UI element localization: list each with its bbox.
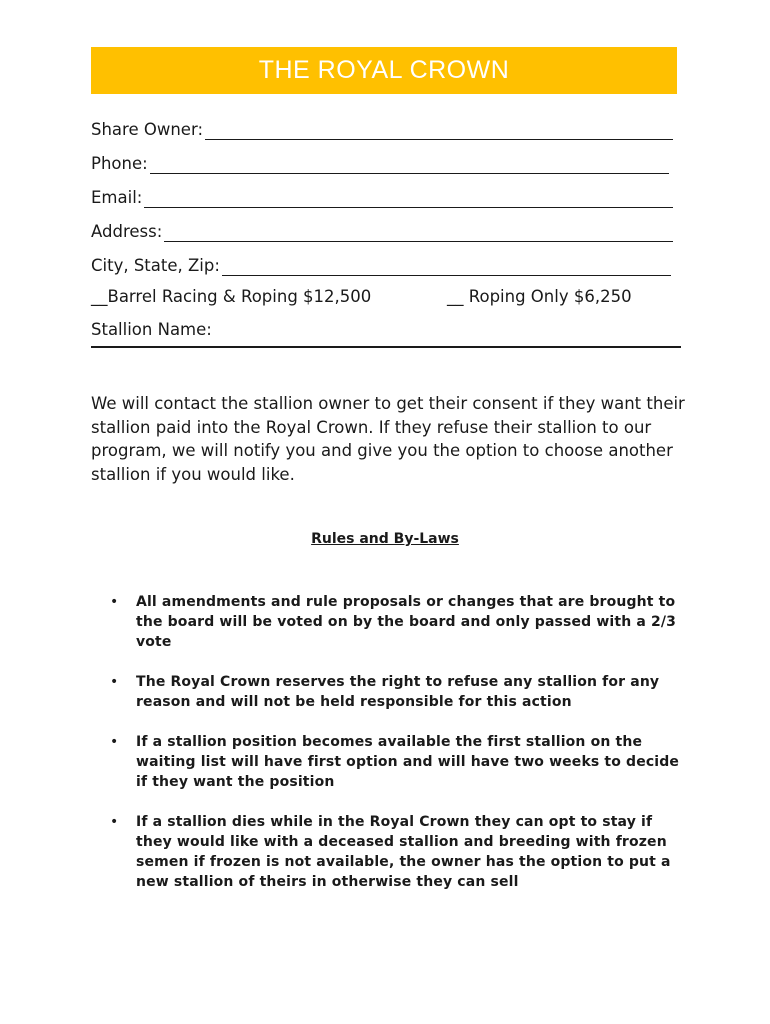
list-item	[108, 672, 683, 712]
city-state-zip-field[interactable]	[91, 250, 671, 276]
phone-input-line[interactable]	[150, 155, 669, 174]
email-input-line[interactable]	[144, 189, 673, 208]
city-state-zip-label: City, State, Zip:	[91, 256, 220, 275]
share-owner-input-line[interactable]	[205, 121, 673, 140]
email-field[interactable]	[91, 182, 673, 208]
option-roping-only[interactable]: __ Roping Only $6,250	[447, 287, 632, 306]
option-barrel-racing-roping[interactable]: __Barrel Racing & Roping $12,500	[91, 287, 372, 306]
stallion-name-field[interactable]	[91, 320, 681, 348]
rule-text: The Royal Crown reserves the right to refuse any stallion for any reason and will not be held responsible for this action	[136, 674, 660, 710]
phone-field[interactable]	[91, 148, 669, 174]
address-input-line[interactable]	[164, 223, 673, 242]
bullet: •	[110, 674, 119, 690]
rule-text: If a stallion position becomes available the first stallion on the waiting list will have first option and will have two weeks to decide if they want the position	[136, 734, 680, 790]
list-item	[108, 592, 683, 652]
city-state-zip-input-line[interactable]	[222, 257, 671, 276]
address-label: Address:	[91, 222, 163, 241]
bullet: •	[110, 594, 119, 610]
list-item	[108, 812, 683, 892]
list-item	[108, 732, 683, 792]
bullet: •	[110, 734, 119, 750]
title-banner	[91, 47, 677, 94]
stallion-name-label: Stallion Name:	[91, 320, 212, 339]
email-label: Email:	[91, 188, 143, 207]
bullet: •	[110, 814, 119, 830]
page-title: THE ROYAL CROWN	[258, 56, 510, 84]
rules-heading: Rules and By-Laws	[311, 531, 459, 547]
rule-text: All amendments and rule proposals or changes that are brought to the board will be voted on by the board and only passed with a 2/3 vote	[136, 594, 677, 650]
share-owner-label: Share Owner:	[91, 120, 204, 139]
rule-text: If a stallion dies while in the Royal Crown they can opt to stay if they would like with a deceased stallion and breeding with frozen semen if frozen is not available, the owner has the option to put a new stallion of theirs in otherwise they can sell	[136, 814, 671, 890]
consent-paragraph: We will contact the stallion owner to get their consent if they want their stallion paid into the Royal Crown. If they refuse their stallion to our program, we will notify you and give you the option to choose another stallion if you would like.	[91, 394, 685, 484]
share-owner-field[interactable]	[91, 114, 673, 140]
rules-list	[108, 592, 683, 912]
phone-label: Phone:	[91, 154, 148, 173]
address-field[interactable]	[91, 216, 673, 242]
